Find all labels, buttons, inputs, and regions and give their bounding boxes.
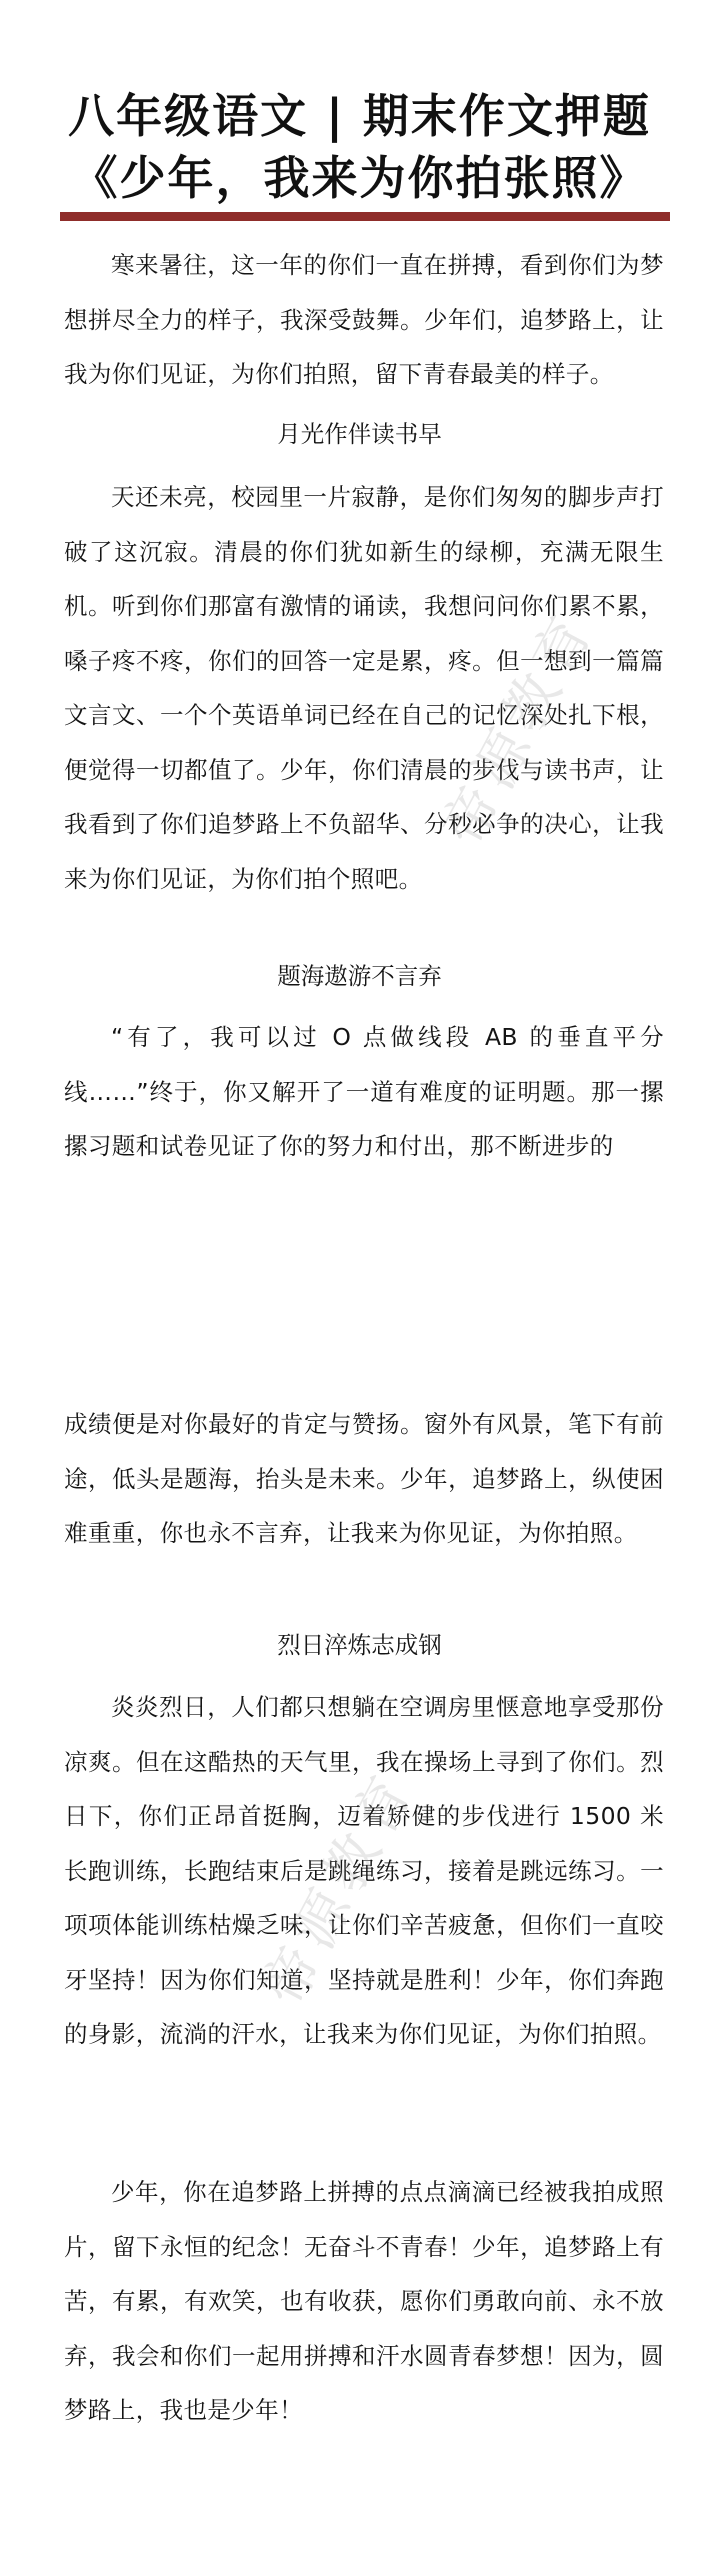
conclusion-paragraph: 少年，你在追梦路上拼搏的点点滴滴已经被我拍成照片，留下永恒的纪念！无奋斗不青春！少年，追梦路上有苦，有累，有欢笑，也有收获，愿你们勇敢向前、永不放弃，我会和你们一起用拼搏和汗水圆青春梦想！因为，圆梦路上，我也是少年！ (64, 2178, 664, 2424)
section-2-paragraph-part-2: 成绩便是对你最好的肯定与赞扬。窗外有风景，笔下有前途，低头是题海，抬头是未来。少年，追梦路上，纵使困难重重，你也永不言弃，让我来为你见证，为你拍照。 (64, 1410, 664, 1547)
title-line-2: 《少年，我来为你拍张照》 (71, 151, 648, 205)
section-2-paragraph-part-1: “有了，我可以过 O 点做线段 AB 的垂直平分线……”终于，你又解开了一道有难度的证明题。那一摞摞习题和试卷见证了你的努力和付出，那不断进步的 (64, 1023, 664, 1160)
title-divider (60, 212, 670, 221)
title-line-1: 八年级语文 | 期末作文押题 (68, 89, 651, 143)
section-2-heading: 题海遨游不言弃 (277, 962, 442, 990)
intro-paragraph: 寒来暑往，这一年的你们一直在拼搏，看到你们为梦想拼尽全力的样子，我深受鼓舞。少年们，追梦路上，让我为你们见证，为你们拍照，留下青春最美的样子。 (64, 251, 664, 388)
section-1-heading: 月光作伴读书早 (277, 420, 442, 448)
section-1-paragraph: 天还未亮，校园里一片寂静，是你们匆匆的脚步声打破了这沉寂。清晨的你们犹如新生的绿柳，充满无限生机。听到你们那富有激情的诵读，我想问问你们累不累，嗓子疼不疼，你们的回答一定是累，疼。但一想到一篇篇文言文、一个个英语单词已经在自己的记忆深处扎下根，便觉得一切都值了。少年，你们清晨的步伐与读书声，让我看到了你们追梦路上不负韶华、分秒必争的决心，让我来为你们见证，为你们拍个照吧。 (64, 483, 664, 893)
section-3-paragraph: 炎炎烈日，人们都只想躺在空调房里惬意地享受那份凉爽。但在这酷热的天气里，我在操场上寻到了你们。烈日下，你们正昂首挺胸，迈着矫健的步伐进行 1500 米长跑训练，长跑结束后是跳绳练习，接着是跳远练习。一项项体能训练枯燥乏味，让你们辛苦疲惫，但你们一直咬牙坚持！因为你们知道，坚持就是胜利！少年，你们奔跑的身影，流淌的汗水，让我来为你们见证，为你们拍照。 (64, 1693, 664, 2048)
watermark-upper: 帝源教育 (430, 599, 609, 857)
section-3-heading: 烈日淬炼志成钢 (277, 1631, 442, 1659)
watermark-lower: 帝源教育 (250, 1759, 429, 2017)
